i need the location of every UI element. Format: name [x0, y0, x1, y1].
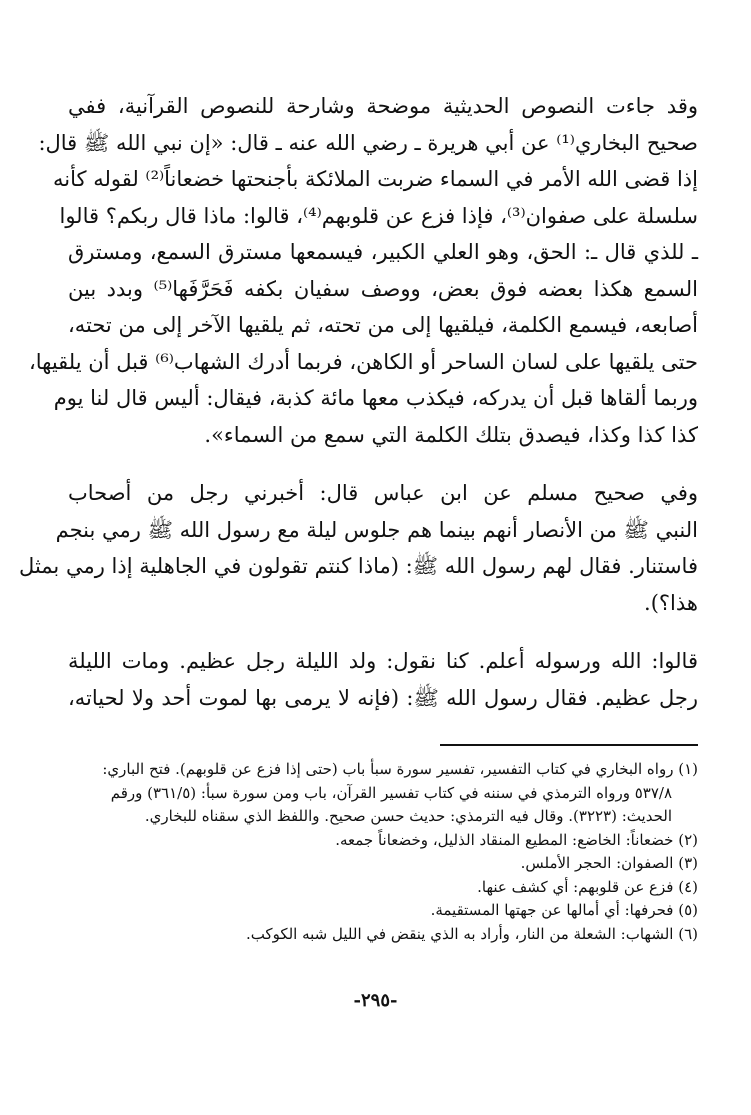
- text-line: وربما ألقاها قبل أن يدركه، فيكذب معها مائة كذبة، فيقال: أليس قال لنا يوم: [53, 386, 698, 410]
- text-line: وقد جاءت النصوص الحديثية موضحة وشارحة للنصوص القرآنية، ففي: [68, 94, 698, 118]
- text-line: إذا قضى الله الأمر في السماء ضربت الملائكة بأجنحتها خضعاناً⁽²⁾ لقوله كأنه: [53, 167, 698, 191]
- text-line: صحيح البخاري⁽¹⁾ عن أبي هريرة ـ رضي الله عنه ـ قال: «إن نبي الله ﷺ قال:: [38, 130, 698, 155]
- footnote-line: (٦) الشهاب: الشعلة من النار، وأراد به الذي ينقض في الليل شبه الكوكب.: [245, 924, 698, 943]
- text-line: النبي ﷺ من الأنصار أنهم بينما هم جلوس ليلة مع رسول الله ﷺ رمي بنجم: [55, 517, 698, 542]
- text-line: هذا؟).: [644, 590, 698, 615]
- footnote-divider: [440, 744, 698, 746]
- main-text: [19, 88, 698, 738]
- text-line: أصابعه، فيسمع الكلمة، فيلقيها إلى من تحته، ثم يلقيها الآخر إلى من تحته،: [68, 313, 698, 337]
- text-line: كذا كذا وكذا، فيصدق بتلك الكلمة التي سمع من السماء».: [204, 422, 698, 447]
- footnote-line: الحديث: (٣٢٢٣). وقال فيه الترمذي: حديث حسن صحيح. واللفظ الذي سقناه للبخاري.: [144, 807, 672, 825]
- text-line: حتى يلقيها على لسان الساحر أو الكاهن، فربما أدرك الشهاب⁽⁶⁾ قبل أن يلقيها،: [28, 349, 698, 374]
- text-line: فاستنار. فقال لهم رسول الله ﷺ: (ماذا كنتم تقولون في الجاهلية إذا رمي بمثل: [19, 554, 698, 578]
- text-line: ـ للذي قال ـ: الحق، وهو العلي الكبير، فيسمعها مسترق السمع، ومسترق: [68, 240, 698, 264]
- text-line: السمع هكذا بعضه فوق بعض، ووصف سفيان بكفه فَحَرَّفَها⁽⁵⁾ وبدد بين: [68, 276, 698, 301]
- text-line: قالوا: الله ورسوله أعلم. كنا نقول: ولد الليلة رجل عظيم. ومات الليلة: [68, 649, 698, 673]
- paragraph-2: [19, 475, 698, 621]
- footnote-line: (٤) فزع عن قلوبهم: أي كشف عنها.: [477, 877, 698, 896]
- text-line: رجل عظيم. فقال رسول الله ﷺ: (فإنه لا يرمى بها لموت أحد ولا لحياته،: [68, 685, 698, 710]
- footnote-line: (٥) فحرفها: أي أمالها عن جهتها المستقيمة.: [430, 901, 698, 919]
- page-number: -٢٩٥-: [353, 990, 398, 1011]
- text-line: وفي صحيح مسلم عن ابن عباس قال: أخبرني رجل من أصحاب: [68, 481, 698, 505]
- footnote-line: (١) رواه البخاري في كتاب التفسير، تفسير سورة سبأ باب (حتى إذا فزع عن قلوبهم). فتح الباري:: [102, 760, 698, 778]
- footnotes: [74, 758, 698, 946]
- footnote-line: (٣) الصفوان: الحجر الأملس.: [520, 854, 698, 872]
- footnote-line: (٢) خضعاناً: الخاضع: المطيع المنقاد الذليل، وخضعاناً جمعه.: [335, 830, 698, 849]
- footnote-line: ٥٣٧/٨ ورواه الترمذي في سننه في كتاب تفسير القرآن، باب ومن سورة سبأ: (٣٦١/٥) ورقم: [110, 783, 672, 802]
- paragraph-1: [28, 88, 698, 453]
- text-line: سلسلة على صفوان⁽³⁾، فإذا فزع عن قلوبهم⁽⁴⁾، قالوا: ماذا قال ربكم؟ قالوا: [59, 203, 698, 228]
- paragraph-3: [68, 643, 698, 716]
